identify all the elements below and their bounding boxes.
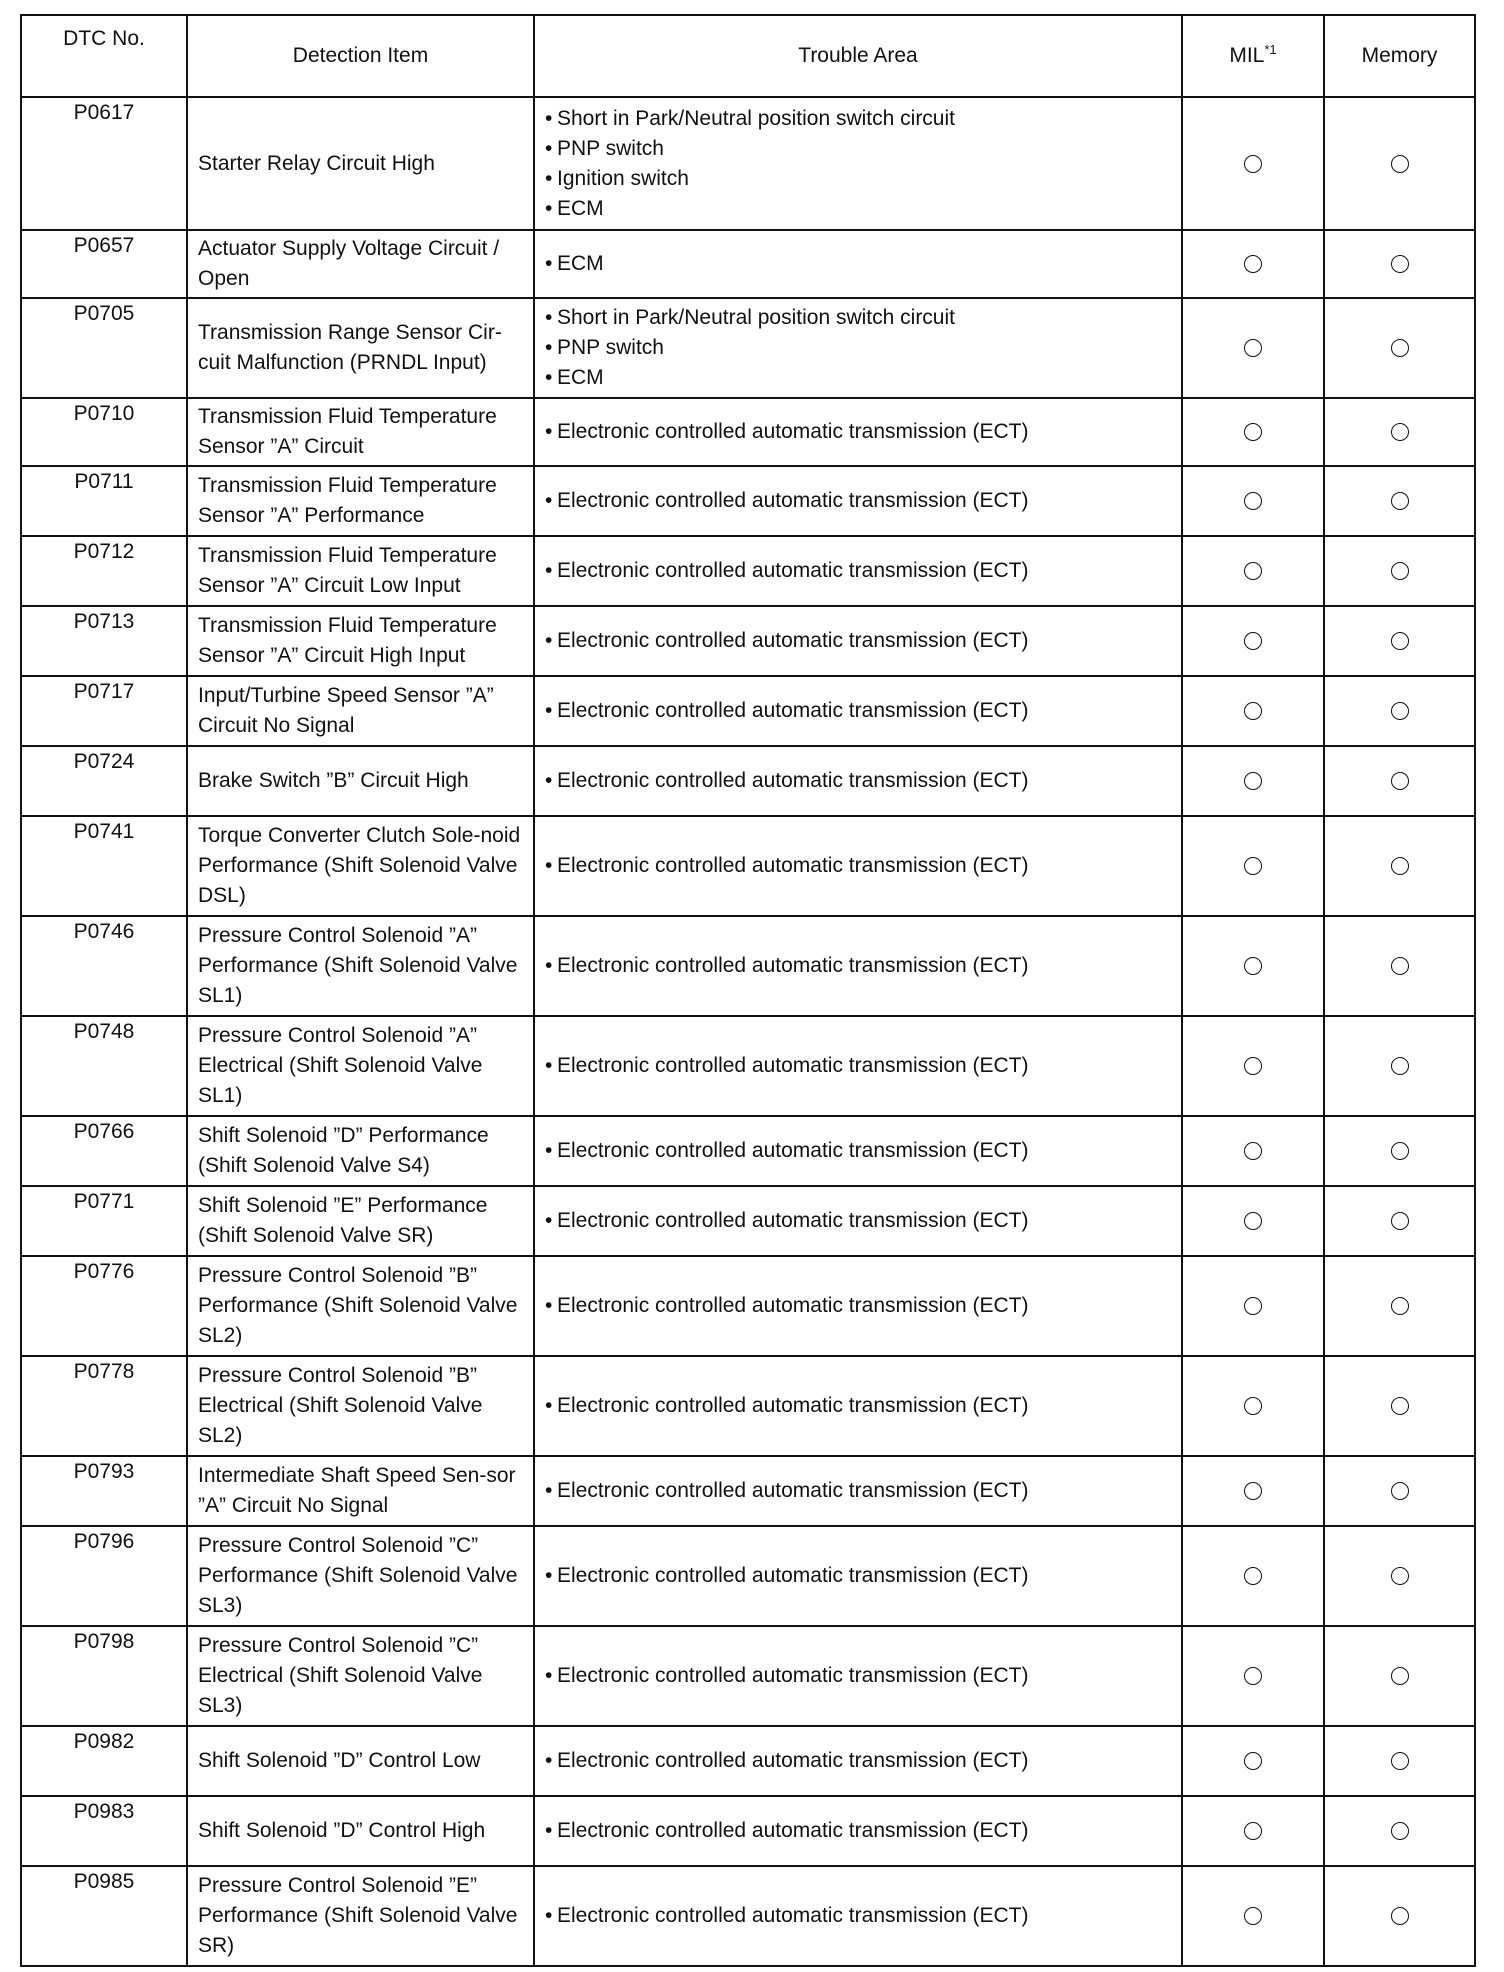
trouble-area-list	[545, 486, 1171, 516]
trouble-area	[534, 916, 1182, 1016]
table-row	[21, 1626, 1475, 1726]
dtc-code: P0724	[21, 746, 187, 816]
trouble-area-item: • Electronic controlled automatic transmission (ECT)	[545, 1136, 1171, 1166]
header-memory: Memory	[1324, 15, 1475, 97]
detection-item: Shift Solenoid ”D” Control Low	[187, 1726, 534, 1796]
trouble-area-item: • Electronic controlled automatic transmission (ECT)	[545, 486, 1171, 516]
memory-indicator-cell	[1324, 676, 1475, 746]
trouble-area-list	[545, 556, 1171, 586]
table-row	[21, 466, 1475, 536]
trouble-area-item: • Electronic controlled automatic transmission (ECT)	[545, 1746, 1171, 1776]
table-row	[21, 536, 1475, 606]
detection-item: Pressure Control Solenoid ”A” Performance (Shift Solenoid Valve SL1)	[187, 916, 534, 1016]
circle-icon	[1244, 423, 1262, 441]
mil-indicator-cell	[1182, 1526, 1324, 1626]
table-row	[21, 1526, 1475, 1626]
mil-indicator-cell	[1182, 816, 1324, 916]
circle-icon	[1391, 1752, 1409, 1770]
circle-icon	[1391, 1667, 1409, 1685]
trouble-area-item: • ECM	[545, 363, 1171, 393]
trouble-area-item: • Electronic controlled automatic transmission (ECT)	[545, 851, 1171, 881]
mil-indicator-cell	[1182, 676, 1324, 746]
table-row	[21, 230, 1475, 298]
trouble-area-item: • Short in Park/Neutral position switch circuit	[545, 104, 1171, 134]
trouble-area	[534, 1626, 1182, 1726]
trouble-area-list	[545, 766, 1171, 796]
circle-icon	[1391, 1822, 1409, 1840]
detection-item: Transmission Fluid Temperature Sensor ”A” Circuit Low Input	[187, 536, 534, 606]
trouble-area-list	[545, 1291, 1171, 1321]
mil-indicator-cell	[1182, 1796, 1324, 1866]
dtc-table-page	[20, 14, 1476, 1967]
circle-icon	[1244, 1822, 1262, 1840]
trouble-area	[534, 536, 1182, 606]
mil-indicator-cell	[1182, 1016, 1324, 1116]
detection-item: Intermediate Shaft Speed Sen-sor ”A” Circuit No Signal	[187, 1456, 534, 1526]
detection-item: Transmission Range Sensor Cir-cuit Malfunction (PRNDL Input)	[187, 298, 534, 398]
circle-icon	[1244, 1907, 1262, 1925]
detection-item: Pressure Control Solenoid ”E” Performance (Shift Solenoid Valve SR)	[187, 1866, 534, 1966]
trouble-area-list	[545, 1901, 1171, 1931]
trouble-area-item: • Electronic controlled automatic transmission (ECT)	[545, 556, 1171, 586]
dtc-code: P0798	[21, 1626, 187, 1726]
dtc-code: P0776	[21, 1256, 187, 1356]
trouble-area-item: • Electronic controlled automatic transmission (ECT)	[545, 1291, 1171, 1321]
mil-indicator-cell	[1182, 1626, 1324, 1726]
mil-indicator-cell	[1182, 230, 1324, 298]
circle-icon	[1244, 155, 1262, 173]
detection-item: Shift Solenoid ”E” Performance (Shift Solenoid Valve SR)	[187, 1186, 534, 1256]
dtc-code: P0778	[21, 1356, 187, 1456]
memory-indicator-cell	[1324, 536, 1475, 606]
header-mil-label: MIL	[1229, 44, 1265, 67]
detection-item: Pressure Control Solenoid ”C” Performance (Shift Solenoid Valve SL3)	[187, 1526, 534, 1626]
memory-indicator-cell	[1324, 916, 1475, 1016]
circle-icon	[1244, 1567, 1262, 1585]
trouble-area	[534, 398, 1182, 466]
circle-icon	[1391, 957, 1409, 975]
table-row	[21, 606, 1475, 676]
memory-indicator-cell	[1324, 466, 1475, 536]
trouble-area-list	[545, 249, 1171, 279]
circle-icon	[1244, 702, 1262, 720]
memory-indicator-cell	[1324, 1526, 1475, 1626]
trouble-area	[534, 230, 1182, 298]
circle-icon	[1391, 155, 1409, 173]
detection-item: Input/Turbine Speed Sensor ”A” Circuit No Signal	[187, 676, 534, 746]
mil-indicator-cell	[1182, 1256, 1324, 1356]
table-header-row	[21, 15, 1475, 97]
mil-indicator-cell	[1182, 606, 1324, 676]
memory-indicator-cell	[1324, 298, 1475, 398]
dtc-code: P0712	[21, 536, 187, 606]
trouble-area-list	[545, 104, 1171, 224]
table-row	[21, 1186, 1475, 1256]
dtc-code: P0793	[21, 1456, 187, 1526]
detection-item: Transmission Fluid Temperature Sensor ”A” Circuit	[187, 398, 534, 466]
trouble-area	[534, 676, 1182, 746]
circle-icon	[1391, 1212, 1409, 1230]
memory-indicator-cell	[1324, 1256, 1475, 1356]
memory-indicator-cell	[1324, 746, 1475, 816]
memory-indicator-cell	[1324, 1456, 1475, 1526]
table-row	[21, 816, 1475, 916]
circle-icon	[1391, 772, 1409, 790]
mil-indicator-cell	[1182, 466, 1324, 536]
trouble-area	[534, 298, 1182, 398]
mil-indicator-cell	[1182, 97, 1324, 230]
circle-icon	[1244, 562, 1262, 580]
detection-item: Transmission Fluid Temperature Sensor ”A” Circuit High Input	[187, 606, 534, 676]
memory-indicator-cell	[1324, 1796, 1475, 1866]
trouble-area	[534, 606, 1182, 676]
trouble-area-list	[545, 1816, 1171, 1846]
trouble-area	[534, 1526, 1182, 1626]
detection-item: Torque Converter Clutch Sole-noid Performance (Shift Solenoid Valve DSL)	[187, 816, 534, 916]
trouble-area	[534, 1866, 1182, 1966]
dtc-table-body	[21, 97, 1475, 1966]
trouble-area-item: • Electronic controlled automatic transmission (ECT)	[545, 1051, 1171, 1081]
table-row	[21, 1796, 1475, 1866]
dtc-code: P0746	[21, 916, 187, 1016]
trouble-area-list	[545, 1391, 1171, 1421]
table-row	[21, 1116, 1475, 1186]
trouble-area-list	[545, 1746, 1171, 1776]
dtc-code: P0713	[21, 606, 187, 676]
mil-indicator-cell	[1182, 1186, 1324, 1256]
trouble-area	[534, 1116, 1182, 1186]
dtc-code: P0711	[21, 466, 187, 536]
circle-icon	[1244, 1212, 1262, 1230]
trouble-area-item: • Electronic controlled automatic transmission (ECT)	[545, 766, 1171, 796]
circle-icon	[1244, 1752, 1262, 1770]
table-row	[21, 1256, 1475, 1356]
trouble-area	[534, 1256, 1182, 1356]
table-row	[21, 298, 1475, 398]
trouble-area	[534, 1356, 1182, 1456]
dtc-code: P0717	[21, 676, 187, 746]
detection-item: Transmission Fluid Temperature Sensor ”A” Performance	[187, 466, 534, 536]
mil-indicator-cell	[1182, 746, 1324, 816]
circle-icon	[1244, 857, 1262, 875]
circle-icon	[1244, 255, 1262, 273]
trouble-area-item: • ECM	[545, 249, 1171, 279]
trouble-area	[534, 1796, 1182, 1866]
trouble-area-item: • Electronic controlled automatic transmission (ECT)	[545, 1561, 1171, 1591]
trouble-area-list	[545, 626, 1171, 656]
detection-item: Pressure Control Solenoid ”C” Electrical (Shift Solenoid Valve SL3)	[187, 1626, 534, 1726]
table-row	[21, 1866, 1475, 1966]
dtc-code: P0741	[21, 816, 187, 916]
circle-icon	[1391, 1567, 1409, 1585]
header-mil-footnote: *1	[1264, 42, 1277, 57]
memory-indicator-cell	[1324, 398, 1475, 466]
trouble-area-item: • Electronic controlled automatic transmission (ECT)	[545, 1391, 1171, 1421]
trouble-area-item: • Electronic controlled automatic transmission (ECT)	[545, 1476, 1171, 1506]
trouble-area	[534, 1456, 1182, 1526]
trouble-area	[534, 97, 1182, 230]
trouble-area-list	[545, 417, 1171, 447]
circle-icon	[1244, 492, 1262, 510]
table-row	[21, 398, 1475, 466]
trouble-area-item: • Electronic controlled automatic transmission (ECT)	[545, 1206, 1171, 1236]
circle-icon	[1391, 1057, 1409, 1075]
circle-icon	[1391, 255, 1409, 273]
detection-item: Actuator Supply Voltage Circuit / Open	[187, 230, 534, 298]
detection-item: Shift Solenoid ”D” Performance (Shift Solenoid Valve S4)	[187, 1116, 534, 1186]
trouble-area-list	[545, 1561, 1171, 1591]
memory-indicator-cell	[1324, 1186, 1475, 1256]
trouble-area-list	[545, 1136, 1171, 1166]
memory-indicator-cell	[1324, 1626, 1475, 1726]
header-dtc-no: DTC No.	[21, 15, 187, 97]
circle-icon	[1244, 1142, 1262, 1160]
mil-indicator-cell	[1182, 916, 1324, 1016]
trouble-area	[534, 466, 1182, 536]
table-row	[21, 1726, 1475, 1796]
memory-indicator-cell	[1324, 1356, 1475, 1456]
mil-indicator-cell	[1182, 1356, 1324, 1456]
dtc-code: P0748	[21, 1016, 187, 1116]
header-detection-item: Detection Item	[187, 15, 534, 97]
header-mil	[1182, 15, 1324, 97]
circle-icon	[1391, 1482, 1409, 1500]
dtc-table	[20, 14, 1476, 1967]
detection-item: Starter Relay Circuit High	[187, 97, 534, 230]
memory-indicator-cell	[1324, 606, 1475, 676]
circle-icon	[1391, 857, 1409, 875]
circle-icon	[1391, 1907, 1409, 1925]
circle-icon	[1391, 1142, 1409, 1160]
detection-item: Shift Solenoid ”D” Control High	[187, 1796, 534, 1866]
table-row	[21, 916, 1475, 1016]
circle-icon	[1244, 772, 1262, 790]
trouble-area-item: • ECM	[545, 194, 1171, 224]
trouble-area-item: • Electronic controlled automatic transmission (ECT)	[545, 1901, 1171, 1931]
circle-icon	[1391, 562, 1409, 580]
circle-icon	[1244, 1297, 1262, 1315]
circle-icon	[1391, 492, 1409, 510]
circle-icon	[1391, 632, 1409, 650]
dtc-code: P0617	[21, 97, 187, 230]
trouble-area-item: • Electronic controlled automatic transmission (ECT)	[545, 626, 1171, 656]
circle-icon	[1391, 1397, 1409, 1415]
detection-item: Pressure Control Solenoid ”B” Performance (Shift Solenoid Valve SL2)	[187, 1256, 534, 1356]
circle-icon	[1244, 1397, 1262, 1415]
table-row	[21, 746, 1475, 816]
dtc-code: P0796	[21, 1526, 187, 1626]
trouble-area-list	[545, 1476, 1171, 1506]
mil-indicator-cell	[1182, 1866, 1324, 1966]
memory-indicator-cell	[1324, 1866, 1475, 1966]
trouble-area-list	[545, 303, 1171, 393]
mil-indicator-cell	[1182, 1726, 1324, 1796]
memory-indicator-cell	[1324, 816, 1475, 916]
table-row	[21, 1456, 1475, 1526]
trouble-area-item: • Ignition switch	[545, 164, 1171, 194]
trouble-area	[534, 746, 1182, 816]
memory-indicator-cell	[1324, 230, 1475, 298]
table-row	[21, 1356, 1475, 1456]
memory-indicator-cell	[1324, 1016, 1475, 1116]
dtc-code: P0705	[21, 298, 187, 398]
trouble-area-item: • PNP switch	[545, 333, 1171, 363]
dtc-code: P0771	[21, 1186, 187, 1256]
memory-indicator-cell	[1324, 1726, 1475, 1796]
dtc-code: P0710	[21, 398, 187, 466]
circle-icon	[1244, 1482, 1262, 1500]
detection-item: Pressure Control Solenoid ”B” Electrical (Shift Solenoid Valve SL2)	[187, 1356, 534, 1456]
trouble-area-list	[545, 1051, 1171, 1081]
trouble-area-list	[545, 696, 1171, 726]
trouble-area-item: • Electronic controlled automatic transmission (ECT)	[545, 417, 1171, 447]
trouble-area-item: • Electronic controlled automatic transmission (ECT)	[545, 1661, 1171, 1691]
trouble-area	[534, 816, 1182, 916]
detection-item: Pressure Control Solenoid ”A” Electrical (Shift Solenoid Valve SL1)	[187, 1016, 534, 1116]
dtc-code: P0985	[21, 1866, 187, 1966]
mil-indicator-cell	[1182, 1456, 1324, 1526]
dtc-code: P0982	[21, 1726, 187, 1796]
dtc-code: P0983	[21, 1796, 187, 1866]
circle-icon	[1244, 957, 1262, 975]
detection-item: Brake Switch ”B” Circuit High	[187, 746, 534, 816]
circle-icon	[1391, 339, 1409, 357]
trouble-area-list	[545, 1206, 1171, 1236]
mil-indicator-cell	[1182, 298, 1324, 398]
trouble-area-item: • Electronic controlled automatic transmission (ECT)	[545, 696, 1171, 726]
table-row	[21, 97, 1475, 230]
mil-indicator-cell	[1182, 1116, 1324, 1186]
circle-icon	[1391, 702, 1409, 720]
circle-icon	[1391, 1297, 1409, 1315]
trouble-area-list	[545, 1661, 1171, 1691]
circle-icon	[1244, 1667, 1262, 1685]
circle-icon	[1244, 339, 1262, 357]
table-row	[21, 1016, 1475, 1116]
dtc-code: P0657	[21, 230, 187, 298]
memory-indicator-cell	[1324, 97, 1475, 230]
trouble-area-item: • Electronic controlled automatic transmission (ECT)	[545, 1816, 1171, 1846]
header-trouble-area: Trouble Area	[534, 15, 1182, 97]
table-row	[21, 676, 1475, 746]
dtc-code: P0766	[21, 1116, 187, 1186]
trouble-area-item: • PNP switch	[545, 134, 1171, 164]
circle-icon	[1244, 1057, 1262, 1075]
trouble-area-list	[545, 851, 1171, 881]
trouble-area-item: • Electronic controlled automatic transmission (ECT)	[545, 951, 1171, 981]
memory-indicator-cell	[1324, 1116, 1475, 1186]
trouble-area-list	[545, 951, 1171, 981]
mil-indicator-cell	[1182, 398, 1324, 466]
trouble-area-item: • Short in Park/Neutral position switch circuit	[545, 303, 1171, 333]
trouble-area	[534, 1186, 1182, 1256]
mil-indicator-cell	[1182, 536, 1324, 606]
trouble-area	[534, 1726, 1182, 1796]
circle-icon	[1244, 632, 1262, 650]
circle-icon	[1391, 423, 1409, 441]
trouble-area	[534, 1016, 1182, 1116]
